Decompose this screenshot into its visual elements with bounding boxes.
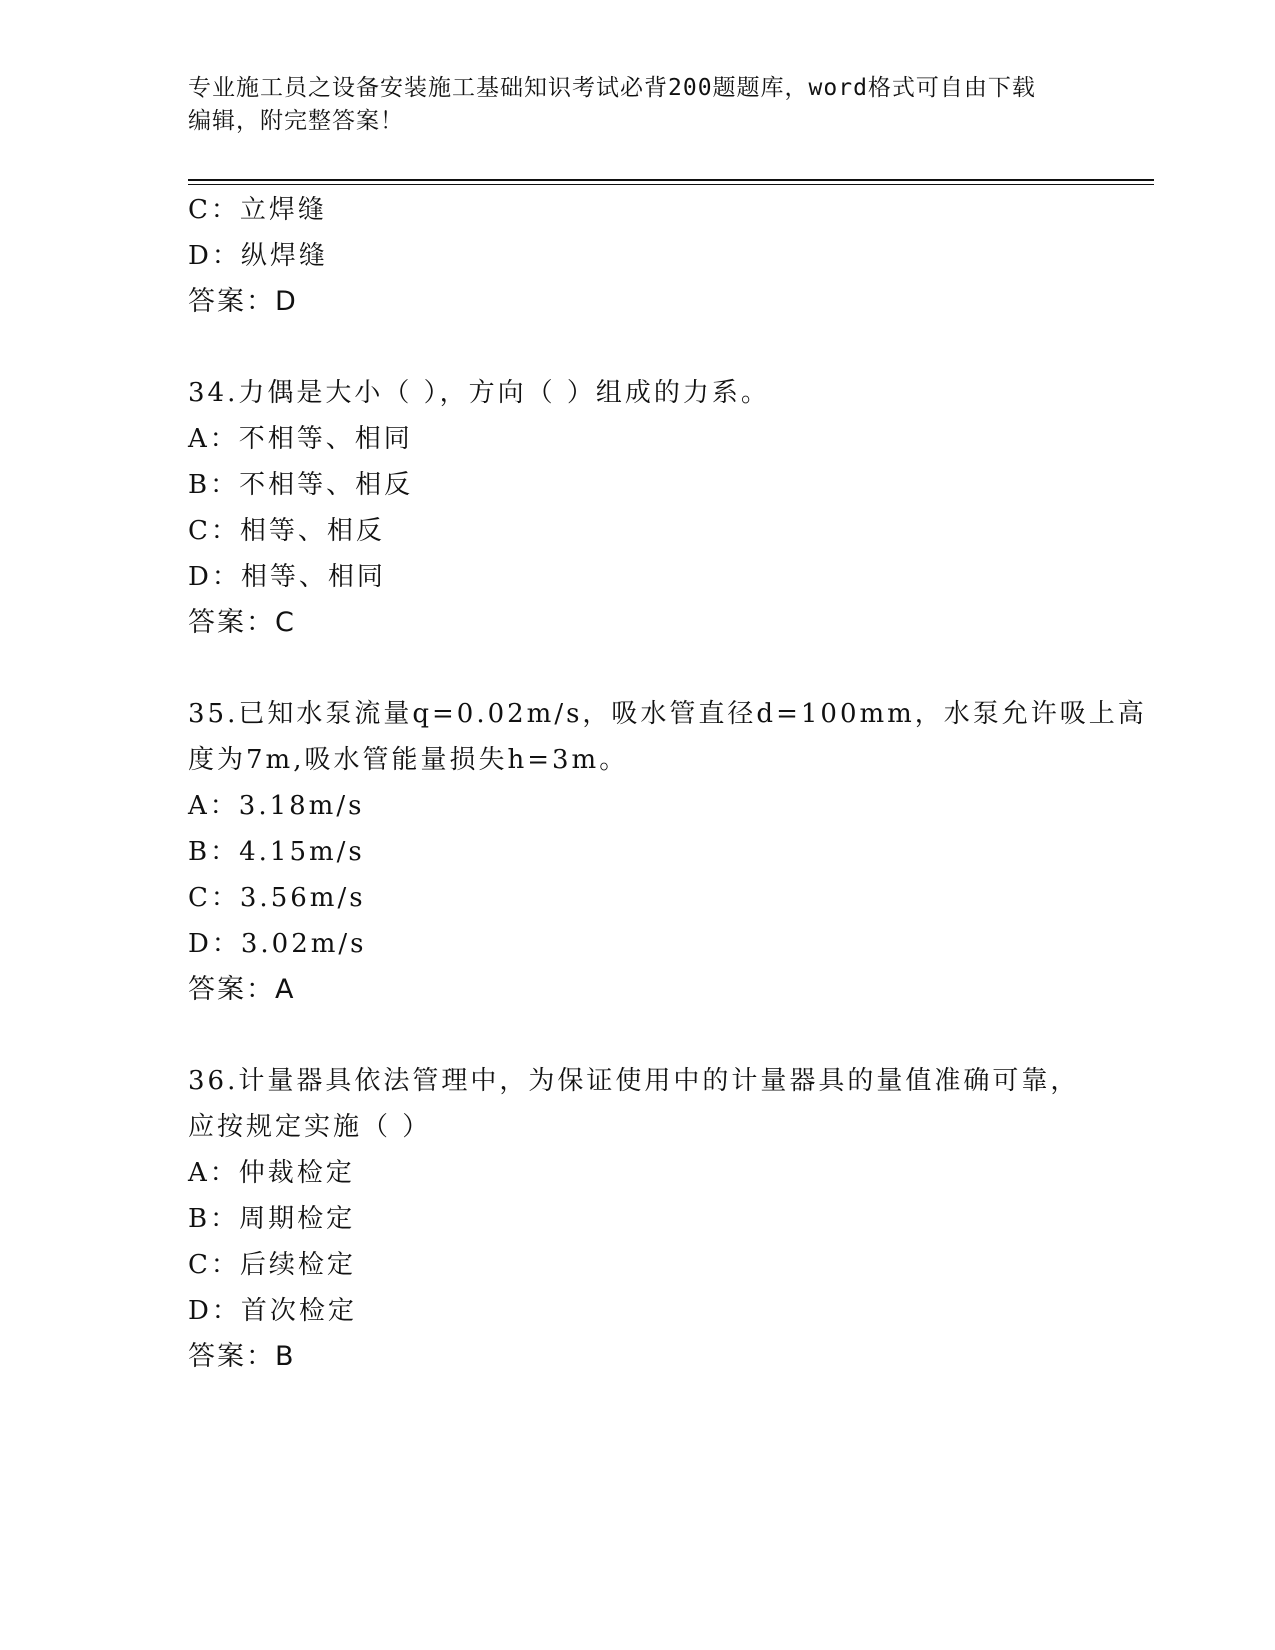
question-text-line-2: 度为7m,吸水管能量损失h=3m。 [188, 745, 629, 775]
header-line-2: 编辑，附完整答案！ [188, 108, 404, 134]
document-header [188, 72, 1088, 138]
option-a: A：3.18m/s [188, 791, 365, 821]
question-34 [188, 370, 1088, 646]
answer-line: 答案：C [188, 607, 296, 638]
answer-line: 答案：D [188, 286, 298, 317]
option-b: B：不相等、相反 [188, 470, 414, 500]
option-c: C：后续检定 [188, 1250, 356, 1280]
option-d: D：纵焊缝 [188, 241, 328, 271]
header-rule-thin [188, 184, 1154, 185]
question-35 [188, 691, 1147, 1013]
option-d: D：相等、相同 [188, 562, 386, 592]
header-rule-thick [188, 179, 1154, 181]
option-a: A：仲裁检定 [188, 1158, 355, 1188]
option-d: D：首次检定 [188, 1296, 357, 1326]
option-c: C：3.56m/s [188, 883, 366, 913]
option-d: D：3.02m/s [188, 929, 367, 959]
option-a: A：不相等、相同 [188, 424, 413, 454]
header-line-1: 专业施工员之设备安装施工基础知识考试必背200题题库，word格式可自由下载 [188, 75, 1036, 101]
option-b: B：周期检定 [188, 1204, 356, 1234]
option-b: B：4.15m/s [188, 837, 365, 867]
question-text-line-1: 35.已知水泵流量q=0.02m/s，吸水管直径d=100mm，水泵允许吸上高 [188, 699, 1147, 729]
option-c: C：立焊缝 [188, 195, 327, 225]
answer-line: 答案：B [188, 1341, 296, 1372]
question-text-line-1: 36.计量器具依法管理中，为保证使用中的计量器具的量值准确可靠， [188, 1066, 1080, 1096]
answer-line: 答案：A [188, 974, 296, 1005]
question-partial [188, 187, 1088, 325]
question-text: 34.力偶是大小（ ），方向（ ）组成的力系。 [188, 378, 770, 408]
option-c: C：相等、相反 [188, 516, 385, 546]
question-36 [188, 1058, 1088, 1380]
question-text-line-2: 应按规定实施（ ） [188, 1112, 432, 1142]
question-list [188, 187, 1147, 1380]
